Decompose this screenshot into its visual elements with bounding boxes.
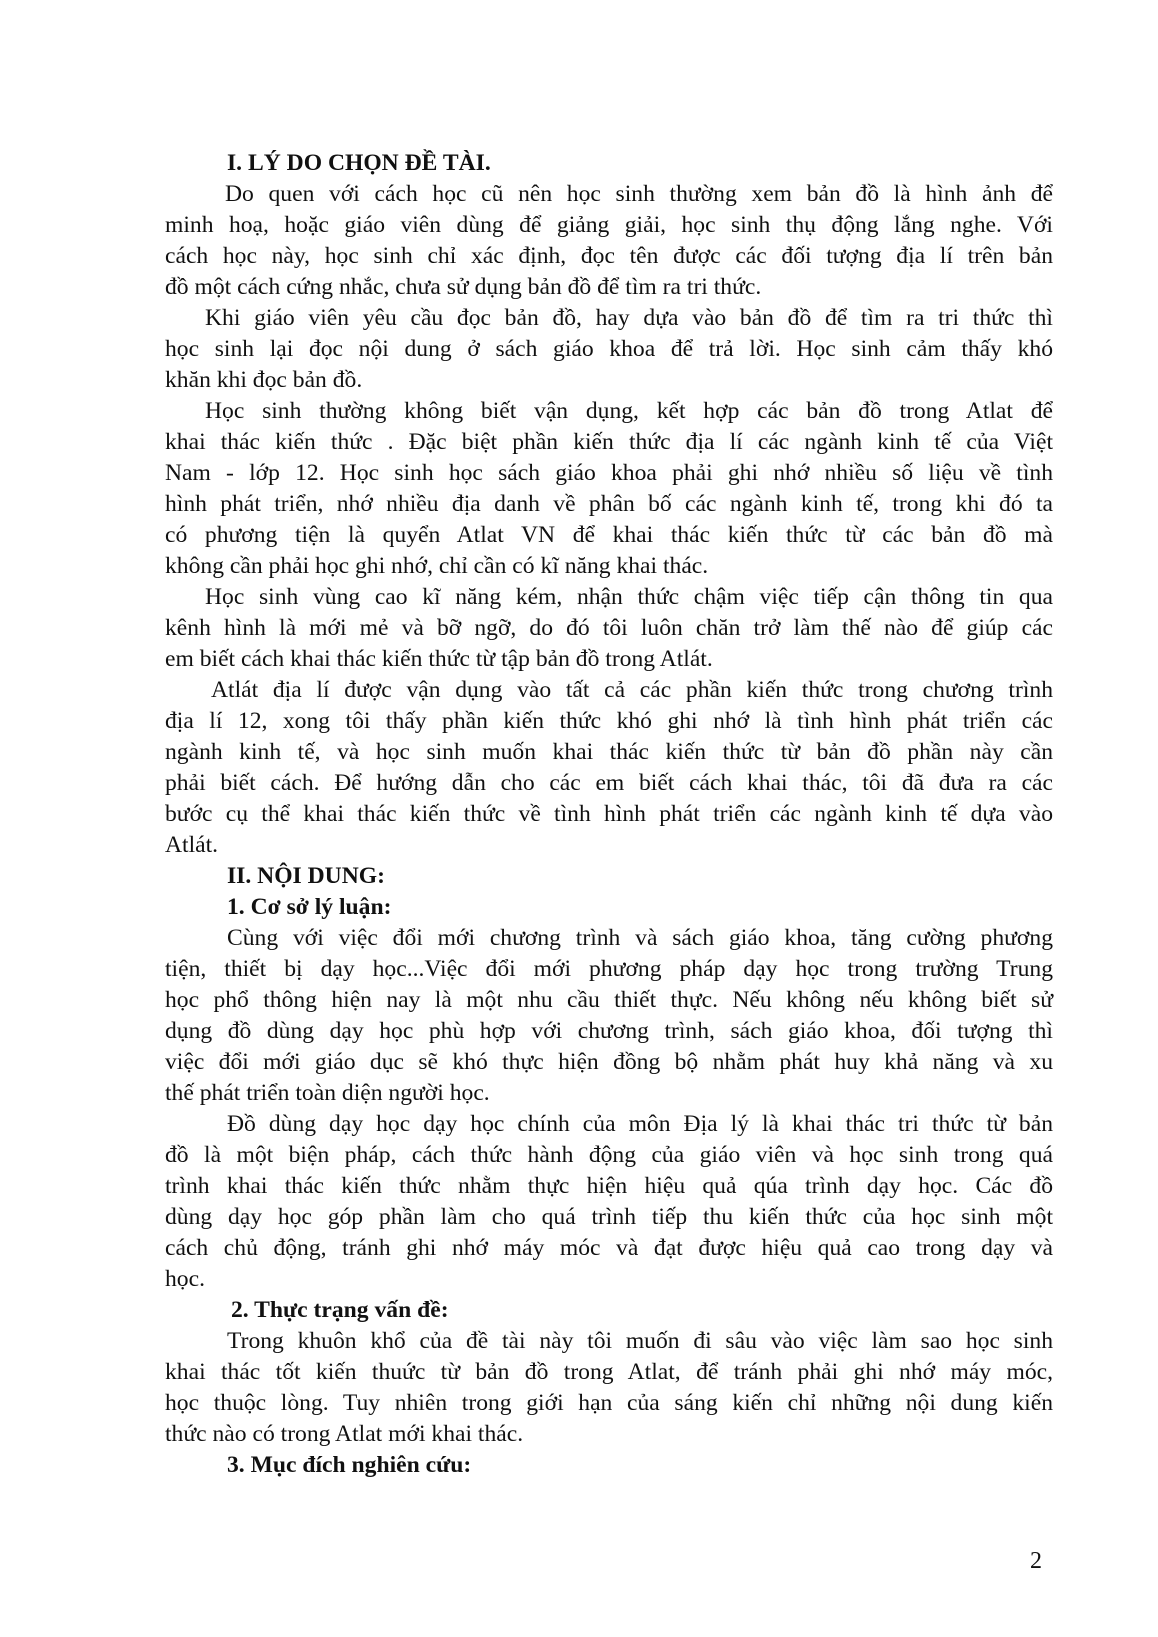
section-1-paragraph-3 — [165, 396, 1053, 582]
subsection-2-title: 2. Thực trạng vấn đề: — [231, 1297, 449, 1323]
page-content — [165, 148, 1053, 1481]
text-line: phải biết cách. Để hướng dẫn cho các em biết cách khai thác, tôi đã đưa ra các — [165, 770, 1053, 796]
text-line: kênh hình là mới mẻ và bỡ ngỡ, do đó tôi luôn chăn trở làm thế nào để giúp các — [165, 615, 1053, 641]
page-number: 2 — [1030, 1548, 1042, 1574]
text-line: bước cụ thể khai thác kiến thức về tình hình phát triển các ngành kinh tế dựa vào — [165, 801, 1053, 827]
text-line: Atlát địa lí được vận dụng vào tất cả các phần kiến thức trong chương trình — [211, 677, 1053, 703]
text-line: Học sinh thường không biết vận dụng, kết hợp các bản đồ trong Atlat để — [205, 398, 1053, 424]
text-line: Cùng với việc đổi mới chương trình và sách giáo khoa, tăng cường phương — [227, 925, 1053, 951]
section-1-paragraph-1 — [165, 179, 1053, 303]
text-line: Đồ dùng dạy học dạy học chính của môn Địa lý là khai thác tri thức từ bản — [227, 1111, 1053, 1137]
text-line: Trong khuôn khổ của đề tài này tôi muốn đi sâu vào việc làm sao học sinh — [227, 1328, 1053, 1354]
text-line: học. — [165, 1266, 205, 1292]
text-line: hình phát triển, nhớ nhiều địa danh về phân bố các ngành kinh tế, trong khi đó ta — [165, 491, 1053, 517]
subsection-1-title: 1. Cơ sở lý luận: — [227, 894, 392, 920]
subsection-2-paragraph-1 — [165, 1326, 1053, 1450]
text-line: Atlát. — [165, 832, 219, 858]
subsection-1-paragraph-1 — [165, 923, 1053, 1109]
text-line: ngành kinh tế, và học sinh muốn khai thác kiến thức từ bản đồ phần này cần — [165, 739, 1053, 765]
text-line: học phổ thông hiện nay là một nhu cầu thiết thực. Nếu không nếu không biết sử — [165, 987, 1053, 1013]
text-line: đồ một cách cứng nhắc, chưa sử dụng bản đồ để tìm ra tri thức. — [165, 274, 762, 300]
text-line: dùng dạy học góp phần làm cho quá trình tiếp thu kiến thức của học sinh một — [165, 1204, 1053, 1230]
section-2-title: II. NỘI DUNG: — [227, 863, 385, 889]
text-line: không cần phải học ghi nhớ, chỉ cần có kĩ năng khai thác. — [165, 553, 709, 579]
text-line: khai thác tốt kiến thuức từ bản đồ trong Atlat, để tránh phải ghi nhớ máy móc, — [165, 1359, 1053, 1385]
subsection-1-paragraph-2 — [165, 1109, 1053, 1295]
text-line: Học sinh vùng cao kĩ năng kém, nhận thức chậm việc tiếp cận thông tin qua — [205, 584, 1053, 610]
text-line: học sinh lại đọc nội dung ở sách giáo khoa để trả lời. Học sinh cảm thấy khó — [165, 336, 1053, 362]
text-line: Nam - lớp 12. Học sinh học sách giáo khoa phải ghi nhớ nhiều số liệu về tình — [165, 460, 1053, 486]
section-1-paragraph-5 — [165, 675, 1053, 861]
section-1-paragraph-2 — [165, 303, 1053, 396]
text-line: địa lí 12, xong tôi thấy phần kiến thức khó ghi nhớ là tình hình phát triển các — [165, 708, 1053, 734]
text-line: có phương tiện là quyển Atlat VN để khai thác kiến thức từ các bản đồ mà — [165, 522, 1053, 548]
text-line: thức nào có trong Atlat mới khai thác. — [165, 1421, 524, 1447]
text-line: thế phát triển toàn diện người học. — [165, 1080, 490, 1106]
text-line: Khi giáo viên yêu cầu đọc bản đồ, hay dựa vào bản đồ để tìm ra tri thức thì — [205, 305, 1053, 331]
text-line: cách chủ động, tránh ghi nhớ máy móc và đạt được hiệu quả cao trong dạy và — [165, 1235, 1053, 1261]
text-line: việc đổi mới giáo dục sẽ khó thực hiện đồng bộ nhằm phát huy khả năng và xu — [165, 1049, 1053, 1075]
text-line: khăn khi đọc bản đồ. — [165, 367, 363, 393]
text-line: dụng đồ dùng dạy học phù hợp với chương trình, sách giáo khoa, đối tượng thì — [165, 1018, 1053, 1044]
text-line: Do quen với cách học cũ nên học sinh thường xem bản đồ là hình ảnh để — [225, 181, 1053, 207]
text-line: đồ là một biện pháp, cách thức hành động của giáo viên và học sinh trong quá — [165, 1142, 1053, 1168]
text-line: học thuộc lòng. Tuy nhiên trong giới hạn của sáng kiến chỉ những nội dung kiến — [165, 1390, 1053, 1416]
text-line: cách học này, học sinh chỉ xác định, đọc tên được các đối tượng địa lí trên bản — [165, 243, 1053, 269]
section-1-paragraph-4 — [165, 582, 1053, 675]
subsection-3-title: 3. Mục đích nghiên cứu: — [227, 1452, 472, 1478]
text-line: trình khai thác kiến thức nhằm thực hiện hiệu quả qúa trình dạy học. Các đồ — [165, 1173, 1053, 1199]
text-line: tiện, thiết bị dạy học...Việc đổi mới phương pháp dạy học trong trường Trung — [165, 956, 1053, 982]
text-line: khai thác kiến thức . Đặc biệt phần kiến thức địa lí các ngành kinh tế của Việt — [165, 429, 1053, 455]
section-1-title: I. LÝ DO CHỌN ĐỀ TÀI. — [227, 150, 491, 176]
text-line: minh hoạ, hoặc giáo viên dùng để giảng giải, học sinh thụ động lắng nghe. Với — [165, 212, 1053, 238]
text-line: em biết cách khai thác kiến thức từ tập bản đồ trong Atlát. — [165, 646, 713, 672]
